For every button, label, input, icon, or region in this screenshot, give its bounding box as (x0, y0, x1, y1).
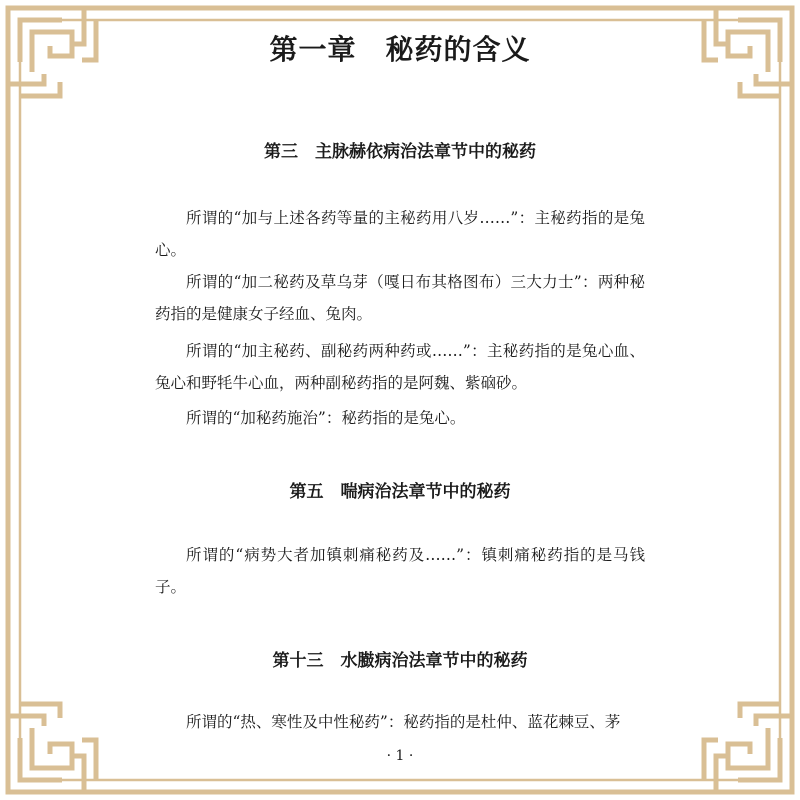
page-number: · 1 · (386, 748, 414, 764)
paragraph: 所谓的“热、寒性及中性秘药”：秘药指的是杜仲、蓝花棘豆、茅 (186, 713, 621, 731)
paragraph: 所谓的“加秘药施治”：秘药指的是兔心。 (186, 409, 466, 427)
paragraph: 所谓的“加主秘药、副秘药两种药或……”：主秘药指的是兔心血、兔心和野牦牛心血，两种副秘药指的是阿魏、紫硇砂。 (155, 342, 645, 392)
paragraph: 所谓的“加与上述各药等量的主秘药用八岁……”：主秘药指的是兔心。 (155, 209, 645, 259)
section-heading: 第三 主脉赫依病治法章节中的秘药 (264, 142, 536, 162)
section-heading: 第五 喘病治法章节中的秘药 (289, 482, 511, 502)
section-heading: 第十三 水臌病治法章节中的秘药 (272, 651, 528, 671)
paragraph: 所谓的“加二秘药及草乌芽（嘎日布其格图布）三大力士”：两种秘药指的是健康女子经血、兔肉。 (155, 273, 645, 323)
chapter-title: 第一章 秘药的含义 (269, 33, 531, 66)
paragraph: 所谓的“病势大者加镇刺痛秘药及……”：镇刺痛秘药指的是马钱子。 (155, 546, 645, 596)
